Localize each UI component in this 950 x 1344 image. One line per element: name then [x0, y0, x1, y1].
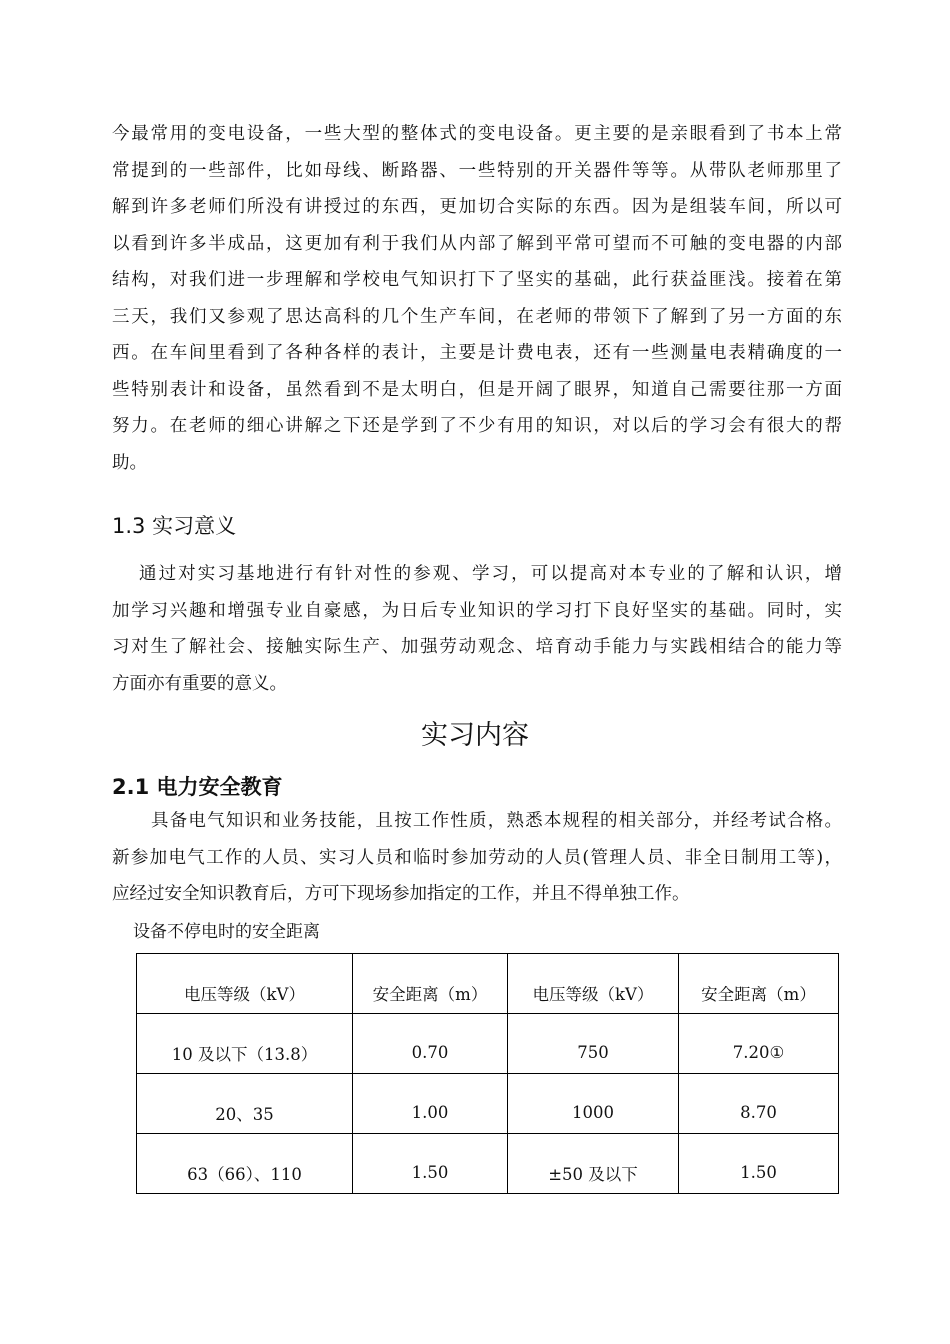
table-cell: 7.20① [679, 1014, 839, 1074]
intro-paragraph [112, 116, 842, 481]
header-cell-distance: 安全距离（m） [679, 954, 839, 1014]
paragraph-line: 通过对实习基地进行有针对性的参观、学习，可以提高对本专业的了解和认识，增 [139, 564, 842, 584]
table-cell: 1.50 [679, 1134, 839, 1194]
paragraph-line: 应经过安全知识教育后，方可下现场参加指定的工作，并且不得单独工作。 [112, 884, 690, 904]
paragraph-line: 解到许多老师们所没有讲授过的东西，更加切合实际的东西。因为是组装车间，所以可 [112, 197, 842, 217]
paragraph-line: 习对生了解社会、接触实际生产、加强劳动观念、培育动手能力与实践相结合的能力等 [112, 637, 842, 657]
table-row [137, 1074, 839, 1134]
table-cell: 750 [508, 1014, 679, 1074]
table-cell: 1.50 [353, 1134, 508, 1194]
table-cell: 0.70 [353, 1014, 508, 1074]
table-cell: 10 及以下（13.8） [137, 1014, 353, 1074]
table-cell: 1000 [508, 1074, 679, 1134]
table-row [137, 1014, 839, 1074]
table-cell: 20、35 [137, 1074, 353, 1134]
section-heading-1-3: 1.3 实习意义 [112, 514, 237, 538]
paragraph-line: 方面亦有重要的意义。 [112, 673, 287, 694]
table-cell: 63（66）、110 [137, 1134, 353, 1194]
paragraph-line: 具备电气知识和业务技能，且按工作性质，熟悉本规程的相关部分，并经考试合格。 [151, 811, 842, 831]
paragraph-line: 常提到的一些部件，比如母线、断路器、一些特别的开关器件等等。从带队老师那里了 [112, 160, 842, 181]
paragraph-line: 助。 [112, 452, 147, 473]
table-cell: 1.00 [353, 1074, 508, 1134]
paragraph-line: 努力。在老师的细心讲解之下还是学到了不少有用的知识，对以后的学习会有很大的帮 [112, 416, 842, 436]
table-row [137, 1134, 839, 1194]
paragraph-line: 些特别表计和设备，虽然看到不是太明白，但是开阔了眼界，知道自己需要往那一方面 [112, 379, 842, 400]
safety-distance-table [136, 953, 839, 1194]
section-1-3-paragraph [112, 556, 842, 702]
paragraph-line: 以看到许多半成品，这更加有利于我们从内部了解到平常可望而不可触的变电器的内部 [112, 233, 842, 254]
paragraph-line: 三天，我们又参观了思达高科的几个生产车间，在老师的带领下了解到了另一方面的东 [112, 306, 842, 327]
section-2-1-paragraph [112, 803, 842, 913]
paragraph-line: 今最常用的变电设备，一些大型的整体式的变电设备。更主要的是亲眼看到了书本上常 [112, 124, 842, 144]
table-cell: ±50 及以下 [508, 1134, 679, 1194]
paragraph-line: 结构，对我们进一步理解和学校电气知识打下了坚实的基础，此行获益匪浅。接着在第 [112, 270, 842, 290]
chapter-title: 实习内容 [421, 720, 529, 751]
paragraph-line: 加学习兴趣和增强专业自豪感，为日后专业知识的学习打下良好坚实的基础。同时，实 [112, 600, 842, 621]
section-heading-2-1: 2.1 电力安全教育 [112, 775, 283, 799]
header-cell-voltage: 电压等级（kV） [508, 954, 679, 1014]
header-cell-voltage: 电压等级（kV） [137, 954, 353, 1014]
table-caption: 设备不停电时的安全距离 [133, 922, 320, 942]
table-cell: 8.70 [679, 1074, 839, 1134]
table-header-row [137, 954, 839, 1014]
paragraph-line: 新参加电气工作的人员、实习人员和临时参加劳动的人员(管理人员、非全日制用工等)， [112, 847, 842, 868]
paragraph-line: 西。在车间里看到了各种各样的表计，主要是计费电表，还有一些测量电表精确度的一 [112, 343, 842, 363]
header-cell-distance: 安全距离（m） [353, 954, 508, 1014]
